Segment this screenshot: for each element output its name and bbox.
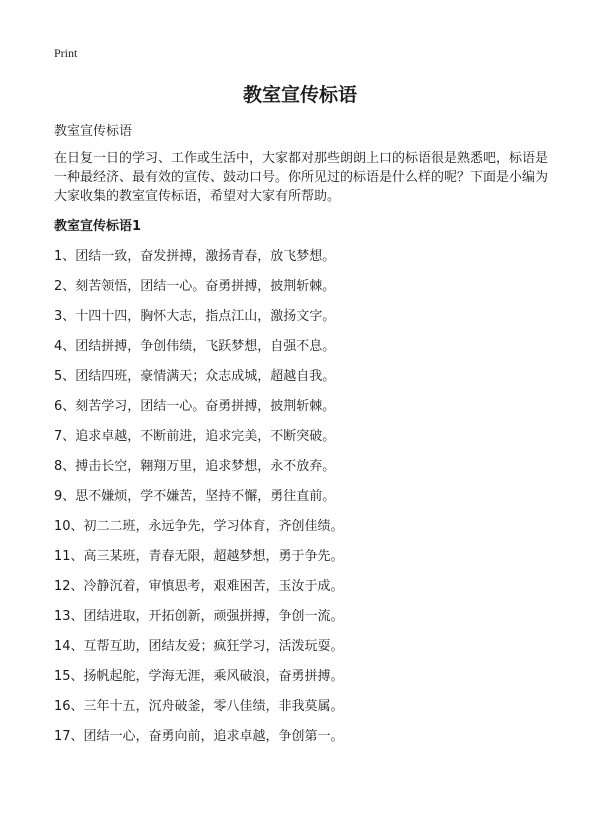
slogan-item: 15、扬帆起舵，学海无涯，乘风破浪，奋勇拼搏。 (54, 669, 344, 684)
slogan-item: 6、刻苦学习，团结一心。奋勇拼搏，披荆斩棘。 (54, 399, 336, 414)
slogan-item: 17、团结一心，奋勇向前，追求卓越，争创第一。 (54, 729, 344, 744)
slogan-item: 10、初二二班，永远争先，学习体育，齐创佳绩。 (54, 519, 344, 534)
slogan-item: 14、互帮互助，团结友爱；疯狂学习，活泼玩耍。 (54, 639, 344, 654)
slogan-item: 5、团结四班，豪情满天；众志成城，超越自我。 (54, 369, 336, 384)
slogan-item: 2、刻苦领悟，团结一心。奋勇拼搏，披荆斩棘。 (54, 279, 336, 294)
intro-paragraph: 在日复一日的学习、工作或生活中，大家都对那些朗朗上口的标语很是熟悉吧，标语是一种最经济、最有效的宣传、鼓动口号。你所见过的标语是什么样的呢？下面是小编为大家收集的教室宣传标语，希望对大家有所帮助。 (54, 151, 549, 204)
print-link[interactable]: Print (54, 46, 78, 60)
section-heading: 教室宣传标语1 (54, 219, 142, 234)
slogan-item: 8、搏击长空，翱翔万里，追求梦想，永不放弃。 (54, 459, 336, 474)
slogan-item: 13、团结进取，开拓创新，顽强拼搏，争创一流。 (54, 609, 344, 624)
document-subtitle: 教室宣传标语 (54, 124, 133, 139)
slogan-item: 7、追求卓越，不断前进，追求完美，不断突破。 (54, 429, 336, 444)
slogan-item: 1、团结一致，奋发拼搏，激扬青春，放飞梦想。 (54, 249, 336, 264)
slogan-item: 12、冷静沉着，审慎思考，艰难困苦，玉汝于成。 (54, 579, 344, 594)
slogan-item: 9、思不嫌烦，学不嫌苦，坚持不懈，勇往直前。 (54, 489, 336, 504)
slogan-item: 3、十四十四，胸怀大志，指点江山，激扬文字。 (54, 309, 336, 324)
page-title: 教室宣传标语 (242, 84, 357, 106)
slogan-item: 16、三年十五，沉舟破釜，零八佳绩，非我莫属。 (54, 699, 344, 714)
slogan-item: 4、团结拼搏，争创伟绩，飞跃梦想，自强不息。 (54, 339, 336, 354)
slogan-item: 11、高三某班，青春无限，超越梦想，勇于争先。 (54, 549, 344, 564)
slogan-list (54, 248, 344, 758)
